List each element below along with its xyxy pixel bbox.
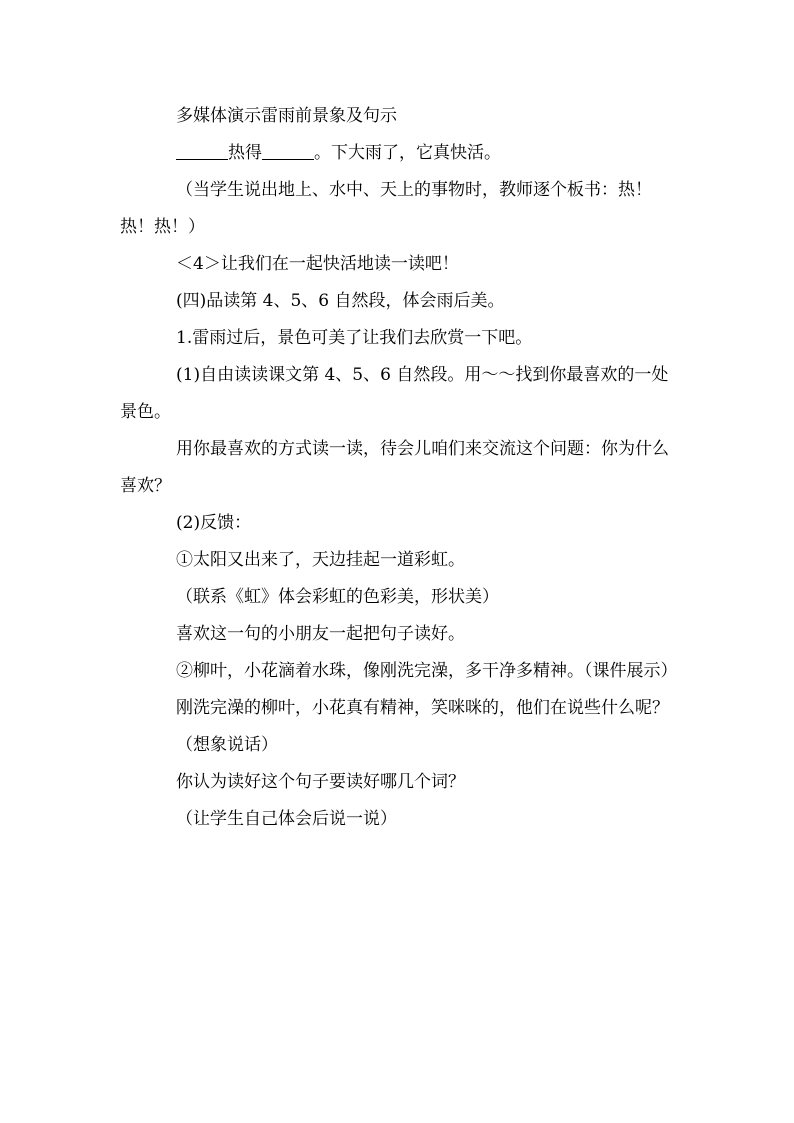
- paragraph: ＜4＞让我们在一起快活地读一读吧！: [176, 254, 459, 274]
- paragraph: 喜欢这一句的小朋友一起把句子读好。: [176, 624, 465, 644]
- paragraph: （想象说话）: [176, 735, 278, 755]
- fill-in-blank-sentence: [120, 135, 676, 172]
- blank-sentence-rest: 。下大雨了，它真快活。: [314, 143, 501, 163]
- paragraph: ①太阳又出来了，天边挂起一道彩虹。: [176, 550, 465, 570]
- paragraph: ②柳叶，小花滴着水珠，像刚洗完澡，多干净多精神。（课件展示）: [176, 661, 678, 681]
- blank-line: [176, 142, 228, 160]
- paragraph: （联系《虹》体会彩虹的色彩美，形状美）: [176, 587, 499, 607]
- paragraph: 你认为读好这个句子要读好哪几个词？: [176, 772, 465, 792]
- blank-sentence-word: 热得: [228, 143, 262, 163]
- blank-line: [262, 142, 314, 160]
- paragraph: （当学生说出地上、水中、天上的事物时，教师逐个板书：热！热！热！）: [120, 180, 652, 237]
- paragraph: 用你最喜欢的方式读一读，待会儿咱们来交流这个问题：你为什么喜欢？: [120, 439, 669, 496]
- paragraph: (2)反馈：: [176, 513, 252, 533]
- paragraph: （让学生自己体会后说一说）: [176, 809, 397, 829]
- paragraph: (1)自由读读课文第 4、5、6 自然段。用～～找到你最喜欢的一处景色。: [120, 365, 669, 422]
- paragraph: 多媒体演示雷雨前景象及句示: [176, 106, 397, 126]
- document-body: [120, 98, 676, 838]
- section-heading: (四)品读第 4、5、6 自然段，体会雨后美。: [176, 291, 505, 311]
- paragraph: 1.雷雨过后，景色可美了让我们去欣赏一下吧。: [176, 328, 533, 348]
- paragraph: 刚洗完澡的柳叶，小花真有精神，笑咪咪的，他们在说些什么呢？: [176, 698, 669, 718]
